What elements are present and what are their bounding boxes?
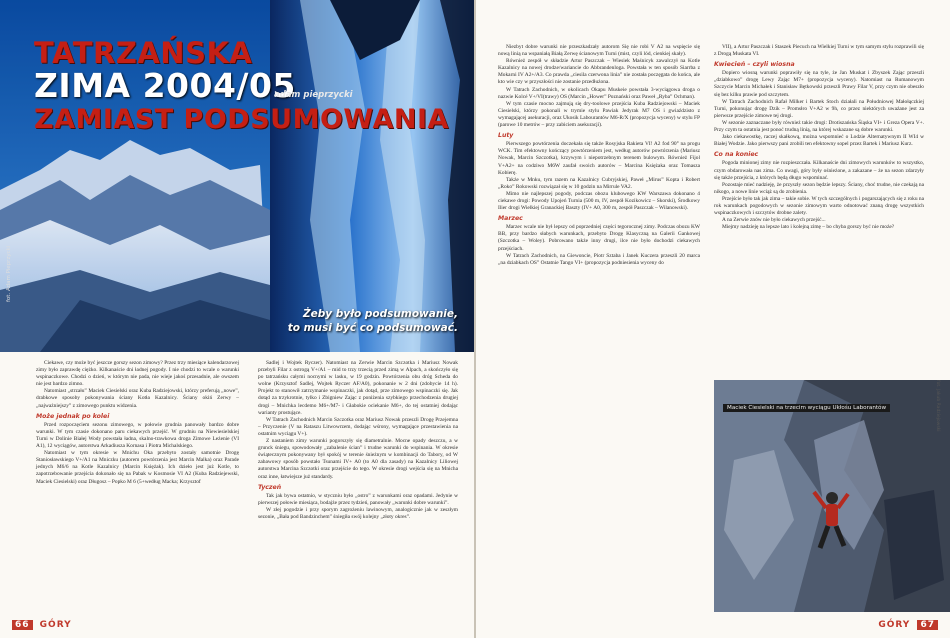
paragraph: Natomiast w tym okresie w Mnichu Oka przebyto zostały samotnie Drogę Staniosławskiego V+/A1 na Mniczku (autorem powtórzenia jest Marcin Malka) oraz Parade jednych M6/6 na Kotle Kazalnicy (Marcin Księżak). Ich dzieło jest już Kotle, to zapotrzebowanie przejścia dokonało się na Pabak w Kosmosie VI A2 (Kuba Radziejewski, Maciek Ciesielski) oraz Długosz – Popko M 6 (5+według Macka; Krzysztof: [36, 450, 239, 485]
paragraph: Jako ciekawostkę, raczej skałkową, można wspomnieć o Lodzie Alternatywnym II WI4 w Białej Wodzie. Jako pierwszy pani zrobili ten efektowny sopel przez Bartek i Mariusz Kurz.: [714, 134, 924, 148]
left-page: [0, 0, 474, 638]
paragraph: VII), a Artur Paszczak i Staszek Piecuch na Wielkiej Turni w tym samym stylu rozprawili się z Drogą Muskata VI.: [714, 44, 924, 58]
section-heading: Luty: [498, 132, 514, 140]
section-heading: Tyczeń: [258, 483, 282, 491]
magazine-name-left: GÓRY: [39, 620, 72, 630]
section-heading: Może jednak po kolei: [36, 412, 110, 420]
page-number-left: 66: [12, 620, 33, 630]
paragraph: W tym czasie mocno zajmują się dry-toolowe przejścia Kuba Radziejowski – Maciek Ciesielski, którzy pokonali w trymie stylu Pawiak Jedyrak M7 OS i gwiaździsto z wymagającej asekuracji, oraz Ukosik Labourantów M6-R/X (propozycja wyceny) w stylu FP (parowe 10 metrów – przy zabiciem asekuracji).: [498, 100, 700, 129]
paragraph: W Tatrach Zachodnich Rafał Milker i Bartek Stoch działali na Południowej Małołączkiej Turni, pokonując drogę Dzik – Promsłro V+A2 w 9h, co przez niektórych uważane jest za pierwsze przejście zimowe tej drogi.: [714, 98, 924, 119]
right-page: [476, 0, 950, 638]
section-heading: Co na koniec: [714, 151, 759, 159]
page-number-right: 67: [917, 620, 938, 630]
paragraph: Przejście było tak jak zima – takie sobie. W tych szczególnych i pogarszających się z roku na rok warunkach pogodowych w sezonie zimowym warto odnotować znaną drogę wszystkich wspinaczkowych i szczytów drobne zalety.: [714, 195, 924, 217]
left-column-2: [258, 360, 458, 521]
right-column-2: [714, 44, 924, 231]
paragraph: A na Zerwie znów nie było ciekawych przejść...: [722, 217, 826, 224]
title-line1: TATRZAŃSKA: [34, 36, 253, 70]
folio-right: [878, 620, 938, 630]
title-line3: ZAMIAST PODSUMOWANIA: [34, 104, 449, 135]
paragraph: W Tatrach Zachodnich Marcin Szczotka oraz Mariusz Nowak przeszli Drogę Przejemna – Przyczenie (V na Rataszu Litwowrzem, dodając wśrony, wymagające przestawienia na ostatnim wyciągu V+).: [258, 416, 458, 437]
paragraph: Mimo nie najlepszej pogody, podczas obozu klubowego KW Warszawa dokonano 4 ciekawe drogi: Powody Upojeń Turnia (500 m, IV, zespół Kozikowicz – Skorski), Środkowy Ilier drogi Wielkiej Granackiej Baszty (IV+ A0, 300 m, zespół Paszczak – Wilanowski).: [498, 190, 700, 212]
photo-credit-right: fot. Jakub Radziejowski: [935, 380, 940, 432]
paragraph: W sezonie zaznaczane były również takie drogi: Drotiszańska Śiąska VI+ i Greza Opera V+. Przy czym ta ostatnia jest ponoć trudną linią, na której wskazane są dobre warunki.: [714, 119, 924, 134]
climber-photo: [714, 380, 950, 612]
pull-quote-line1: Żeby było podsumowanie,: [302, 308, 458, 320]
paragraph: Natomiast „strzału” Maciek Ciesielski oraz Kuba Radziejowski, którzy preferują „nowe”, drabkowe sposoby pokonywania ściany Kotła Kazalnicy. Ściany okiń Zerwy – „najważniejszy” z zimowego punktu widzenia.: [36, 388, 239, 409]
paragraph: Tak jak bywa ostatnio, w styczniu było „ostro” z warunkami oraz opadami. Jedynie w pierwszej połowie miesiąca, bodajże przez tydzień, panowały „warunki dobre warunki”.: [258, 492, 458, 506]
magazine-name-right: GÓRY: [878, 620, 911, 630]
paragraph: W złej pogodzie i przy sporym zagrożeniu lawinowym, analogicznie jak w zeszłym sezonie, „Bała pod Bandzinchem” śniegiła swój kolejny „złoty okres”.: [258, 506, 458, 520]
paragraph: Niezbyt dobre warunki nie przeszkadzały autorom Się nie robi V A2 na wspięcie się nową linią na wspaniałą Białą Zerwę ścianowym Turni (mist, czyli lód, cienkiej skały).: [498, 44, 700, 58]
right-column-1: [498, 44, 700, 267]
left-column-1: [36, 360, 239, 486]
title-line2: ZIMA 2004/05: [34, 66, 296, 105]
paragraph: Także w Mnku, tym razem na Kazalnicy Cubryjskiej, Paweł „Mirus” Kopta i Robert „Roko” Rokowski rozwiązał się w 10 godzin na Mirrule VA2.: [498, 176, 700, 190]
section-heading: Kwiecień – czyli wiosna: [714, 61, 795, 69]
paragraph: W Tatrach Zachodnich, na Giewoncie, Piotr Sztaba i Janek Kuczera przeszli 20 marca „na dziabkach OS” Ostatnie Tango VI+ (propozycja podniesienia wyceny do: [498, 252, 700, 266]
paragraph: Marzec wcale nie był lepszy od poprzedniej części tegorocznej zimy. Podczas obozu KW BB, przy bardzo słabych warunkach, przebyto Drogę Klasyczną na Galerii Gankowej (Szczotka – Woley). Pobrowano także inny drugi, ilce nie było dochodzi ciekawych przejściach.: [498, 224, 700, 252]
author-name: adam pieprzycki: [274, 90, 353, 100]
paragraph: Pozostaje mieć nadzieję, że przyszły sezon będzie lepszy. Ściany, choć trudne, nie czekają na nikogo, a nowe linie wciąż są do zrobienia.: [714, 181, 924, 195]
paragraph: Pogoda minionej zimy nie rozpieszczała. Kilkanaście dni zimowych warunków to wszystko, czym obdarowała nas zima. Co uwagi, góry były ośnieżone, a zakazane – że na sezon zdarzyły się także przejścia, z których będą długo wspominać.: [714, 160, 924, 181]
photo-credit-left: fot. Adam Pieprzycki: [6, 245, 12, 302]
paragraph: Dopiero wiosną warunki poprawiły się na tyle, że Jan Muskat i Zbyszek Zając przeszli „dziabkowo” drogę Lewy Zając M7+ (propozycja wyceny). Natomiast na Rumanowym Szczycie Marcin Michałek i Stanisław Bętkowski przeszli Prawy Filar V, przy czym nie obeszło się bez kilku prawie pod szczytem.: [714, 70, 924, 98]
photo-caption: Maciek Ciesielski na trzecim wyciągu Ukłośu Laborantów: [723, 404, 890, 412]
paragraph: Z nastaniem zimy warunki pogorszyły się diametralnie. Mocne opady deszczu, a w grunck śniegu, spowodowały „zabalenie ścian” i trudne warunki do wspinania. W okresie świątecznym pokonywany był spokój w terenie śnieżnym w kombinacji do Tabory, od W zabawowy sposób powstało Tsunami IV+ A0 (to A0 dla zasady) na Kazalnicy Liliowej autorstwa Marcina Szczotki oraz przejście do tego. W okresie drogi wejścia się na Mnicha oraz inne, łatwiejsze już standardy.: [258, 438, 458, 480]
folio-left: [12, 620, 72, 630]
paragraph: Miejmy nadzieję na lepsze lato i kolejną zimę – bo chyba gorszy być nie może?: [722, 224, 895, 231]
paragraph: Również zespół w składzie Artur Paszczak – Wiesiek Maśnicyk zawalczył na Kotle Kazalnicy na nowej drodze/wariancie do Abbrandenloga. Powstała w ten sposób Siarrba z Mokarni IV A2+/A3. Co prawda „ciesila czerwona linia” nie została poczęgata do końca, ale kto wie czy w przyszłości nie zostanie przedłużona.: [498, 58, 700, 86]
paragraph: W Tatrach Zachodnich, w okolicach Okapu Muskeie powstała 3-wyciągowa droga o nazwie Kolcé V+/VI(trawy) OS (Marcin „Hower” Poznański oraz Paweł „Ryba” Ochman).: [498, 86, 700, 100]
paragraph: Ciekawe, czy może być jeszcze gorszy sezon zimowy? Przez trzy miesiące kalendarzowej zimy było zaprawdę ciężko. Kilkanaście dni ładnej pogody. I nie chodzi to wcale o warunki wspinaczkowe. Chodzi o dzień, w którym nie pada, nie wieje jakoś przesadnie, ale owszem nie jest bardzo zimno.: [36, 360, 239, 388]
paragraph: Sadlej i Wojtek Ryczer). Natomiast na Zerwie Marcin Szczotka i Mariusz Nowak przebyli Filar z ostrogą V+/A1 – mid to trzy trzecią przed zimą w Alpach, a skończyło się po tatrzańsku całymi nocnymi w lasku, w 19 godzin. Powtórzenia obu dróg Scheda do wolne (Krzysztof Sadlej, Wojtek Ryczer AF/A0), pokonanie w 2 dni (zdobycie 14 h). Projekt to stanowił zatrzymanie wspinaczki, jak dotąd, prze zimowego wspinaczki się. Jak dotąd za trzykrotnie, tylko i Zbigniew Zając z poniżenia szybkiego przechodzenia drugiej drogi – Mnichka lecdemo M6+/M7- i Głabokie ociekanie M6+, do tej ostatniej dodając warianty prostujące.: [258, 360, 458, 416]
pull-quote-line2: to musi być co podsumować.: [287, 322, 458, 334]
paragraph: Przed rozpoczęciem sezonu zimowego, w połowie grudnia panowały bardzo dobre warunki. W tym czasie dokonano paru ciekawych przejść. W grudniu na Niewiesielskiej Turni w Dolinie Białej Wody powstała ładna, skalno-trawkowa droga Zimowe Leżenie (VI A1), 12 wyciągów, autorstwa Arkadiusza Kornasa i Piotra Michalskiego.: [36, 421, 239, 450]
section-heading: Marzec: [498, 215, 523, 223]
paragraph: Pierwszego powtórzenia doczekała się także Rosyjska Rakieta VI! A2 fod 90° na progu WCK. Tim efektowny kończący powtórzeniem jest, według autorów powtórzenia (Mariusz Nowak, Marcin Szczotka), krzywym i niepotrzebnym terenem bulowym. Również Fijol V+A2+ na codziwo M6W zaufał swoich autorów – Marcina Księżaka oraz Tomasza Kobierę.: [498, 141, 700, 176]
